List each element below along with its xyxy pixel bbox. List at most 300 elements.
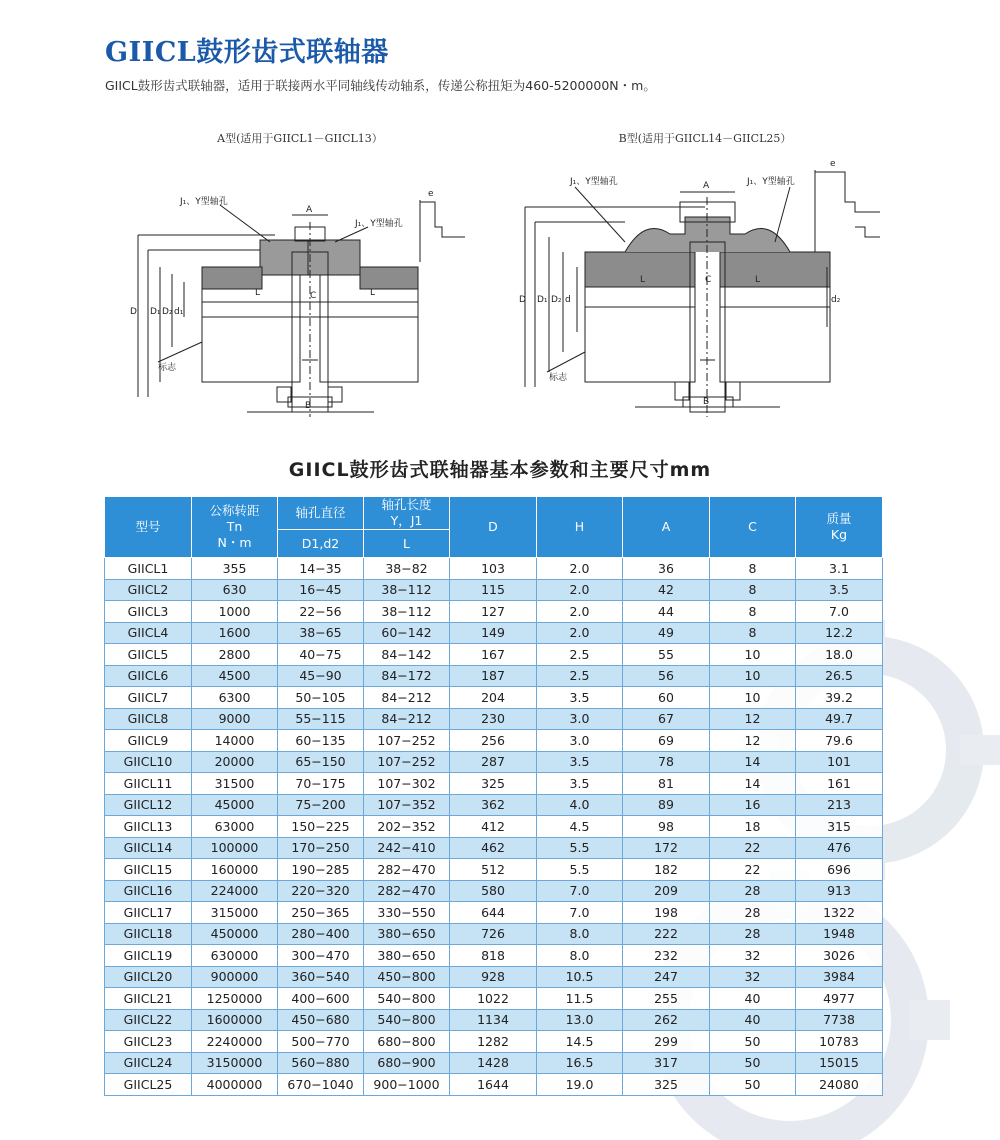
cell-C: 10: [710, 665, 796, 687]
cell-H: 19.0: [537, 1074, 623, 1096]
table-row: [105, 859, 883, 881]
header-torque-line3: N・m: [217, 535, 252, 550]
cell-mass: 913: [796, 880, 883, 902]
cell-C: 50: [710, 1031, 796, 1053]
cell-torque: 2240000: [192, 1031, 278, 1053]
cell-torque: 6300: [192, 687, 278, 709]
cell-torque: 20000: [192, 751, 278, 773]
cell-length: 330−550: [364, 902, 450, 924]
cell-D: 325: [450, 773, 537, 795]
cell-A: 255: [623, 988, 710, 1010]
cell-H: 3.0: [537, 708, 623, 730]
diagram-a-shaft-hole-label-left: J₁、Y型轴孔: [180, 197, 228, 207]
cell-bore: 560−880: [278, 1052, 364, 1074]
cell-model: GIICL14: [105, 837, 192, 859]
cell-mass: 24080: [796, 1074, 883, 1096]
cell-model: GIICL5: [105, 644, 192, 666]
table-row: [105, 665, 883, 687]
cell-length: 107−252: [364, 751, 450, 773]
cell-model: GIICL22: [105, 1009, 192, 1031]
diagram-b-mark-label: 标志: [549, 373, 568, 383]
cell-mass: 1948: [796, 923, 883, 945]
cell-D: 644: [450, 902, 537, 924]
header-torque-line1: 公称转距: [209, 503, 260, 518]
cell-mass: 10783: [796, 1031, 883, 1053]
cell-D: 103: [450, 558, 537, 580]
cell-A: 247: [623, 966, 710, 988]
diagram-a-mark-label: 标志: [158, 363, 177, 373]
table-row: [105, 1009, 883, 1031]
cell-A: 49: [623, 622, 710, 644]
diagram-a-dim-B: B: [305, 401, 312, 411]
table-row: [105, 579, 883, 601]
cell-length: 107−352: [364, 794, 450, 816]
cell-bore: 50−105: [278, 687, 364, 709]
cell-C: 22: [710, 837, 796, 859]
header-C: C: [710, 497, 796, 558]
table-row: [105, 558, 883, 580]
cell-C: 18: [710, 816, 796, 838]
table-row: [105, 773, 883, 795]
table-row: [105, 708, 883, 730]
cell-C: 16: [710, 794, 796, 816]
cell-mass: 12.2: [796, 622, 883, 644]
cell-bore: 500−770: [278, 1031, 364, 1053]
cell-torque: 630: [192, 579, 278, 601]
cell-torque: 100000: [192, 837, 278, 859]
table-row: [105, 622, 883, 644]
cell-torque: 1600000: [192, 1009, 278, 1031]
table-row: [105, 1052, 883, 1074]
cell-torque: 224000: [192, 880, 278, 902]
cell-C: 10: [710, 687, 796, 709]
cell-C: 40: [710, 1009, 796, 1031]
table-row: [105, 966, 883, 988]
page-subtitle: GIICL鼓形齿式联轴器，适用于联接两水平同轴线传动轴系，传递公称扭矩为460-5200000N・m。: [105, 78, 656, 93]
diagram-a-caption: A型(适用于GIICL1－GIICL13）: [217, 132, 383, 145]
cell-bore: 65−150: [278, 751, 364, 773]
cell-D: 412: [450, 816, 537, 838]
diagram-b-dim-A: A: [703, 181, 710, 191]
cell-D: 256: [450, 730, 537, 752]
cell-bore: 75−200: [278, 794, 364, 816]
cell-length: 84−172: [364, 665, 450, 687]
cell-mass: 696: [796, 859, 883, 881]
cell-bore: 150−225: [278, 816, 364, 838]
diagram-a-dim-D1: D₁: [150, 307, 161, 317]
cell-length: 84−142: [364, 644, 450, 666]
diagram-b-dim-d: d: [565, 295, 571, 305]
cell-D: 1644: [450, 1074, 537, 1096]
cell-C: 14: [710, 751, 796, 773]
cell-D: 167: [450, 644, 537, 666]
cell-mass: 315: [796, 816, 883, 838]
diagram-b-caption: B型(适用于GIICL14－GIICL25）: [618, 132, 792, 145]
cell-C: 12: [710, 708, 796, 730]
cell-H: 5.5: [537, 837, 623, 859]
cell-D: 187: [450, 665, 537, 687]
diagram-b-dim-L-right: L: [755, 275, 761, 285]
cell-bore: 14−35: [278, 558, 364, 580]
cell-bore: 38−65: [278, 622, 364, 644]
cell-A: 262: [623, 1009, 710, 1031]
diagram-b-dim-D2: D₂: [551, 295, 562, 305]
cell-D: 462: [450, 837, 537, 859]
cell-torque: 315000: [192, 902, 278, 924]
cell-model: GIICL15: [105, 859, 192, 881]
cell-torque: 450000: [192, 923, 278, 945]
cell-D: 362: [450, 794, 537, 816]
diagram-b-shaft-hole-label-right: J₁、Y型轴孔: [747, 177, 795, 187]
header-mass-line2: Kg: [830, 527, 848, 542]
cell-C: 50: [710, 1052, 796, 1074]
cell-torque: 2800: [192, 644, 278, 666]
cell-C: 32: [710, 966, 796, 988]
cell-model: GIICL9: [105, 730, 192, 752]
cell-torque: 900000: [192, 966, 278, 988]
cell-mass: 213: [796, 794, 883, 816]
cell-mass: 476: [796, 837, 883, 859]
cell-mass: 161: [796, 773, 883, 795]
cell-H: 3.0: [537, 730, 623, 752]
cell-A: 89: [623, 794, 710, 816]
cell-H: 4.5: [537, 816, 623, 838]
cell-length: 107−252: [364, 730, 450, 752]
cell-C: 28: [710, 923, 796, 945]
table-body: [105, 558, 883, 1096]
cell-C: 8: [710, 558, 796, 580]
cell-A: 325: [623, 1074, 710, 1096]
cell-C: 8: [710, 579, 796, 601]
cell-length: 38−112: [364, 579, 450, 601]
table-row: [105, 945, 883, 967]
cell-model: GIICL8: [105, 708, 192, 730]
cell-model: GIICL6: [105, 665, 192, 687]
cell-length: 900−1000: [364, 1074, 450, 1096]
table-title: GIICL鼓形齿式联轴器基本参数和主要尺寸mm: [288, 459, 712, 481]
cell-torque: 3150000: [192, 1052, 278, 1074]
cell-A: 172: [623, 837, 710, 859]
header-bore-sub: D1,d2: [278, 530, 364, 558]
cell-torque: 45000: [192, 794, 278, 816]
cell-length: 107−302: [364, 773, 450, 795]
diagram-a-dim-L-right: L: [370, 288, 376, 298]
cell-bore: 190−285: [278, 859, 364, 881]
header-length: [364, 497, 450, 530]
cell-A: 36: [623, 558, 710, 580]
cell-mass: 3.5: [796, 579, 883, 601]
cell-H: 7.0: [537, 880, 623, 902]
cell-length: 680−800: [364, 1031, 450, 1053]
table-row: [105, 644, 883, 666]
cell-length: 60−142: [364, 622, 450, 644]
cell-bore: 300−470: [278, 945, 364, 967]
cell-bore: 55−115: [278, 708, 364, 730]
cell-model: GIICL16: [105, 880, 192, 902]
cell-A: 44: [623, 601, 710, 623]
table-row: [105, 988, 883, 1010]
diagram-b-dim-D: D: [519, 295, 526, 305]
cell-D: 287: [450, 751, 537, 773]
cell-mass: 3984: [796, 966, 883, 988]
cell-model: GIICL21: [105, 988, 192, 1010]
cell-torque: 31500: [192, 773, 278, 795]
cell-mass: 7738: [796, 1009, 883, 1031]
cell-H: 3.5: [537, 773, 623, 795]
cell-H: 8.0: [537, 923, 623, 945]
cell-length: 38−112: [364, 601, 450, 623]
diagram-a-dim-e: e: [428, 189, 434, 199]
cell-A: 317: [623, 1052, 710, 1074]
cell-C: 28: [710, 880, 796, 902]
table-row: [105, 601, 883, 623]
cell-A: 42: [623, 579, 710, 601]
parameters-table: [104, 496, 883, 1096]
table-row: [105, 1031, 883, 1053]
cell-model: GIICL13: [105, 816, 192, 838]
header-length-line1: 轴孔长度: [381, 497, 432, 512]
diagram-a-shaft-hole-label-right: J₁、Y型轴孔: [355, 219, 403, 229]
cell-D: 726: [450, 923, 537, 945]
header-mass-line1: 质量: [826, 511, 852, 526]
diagram-a-dim-D2: D₂: [162, 307, 173, 317]
cell-H: 2.5: [537, 665, 623, 687]
cell-H: 11.5: [537, 988, 623, 1010]
cell-torque: 630000: [192, 945, 278, 967]
header-H: H: [537, 497, 623, 558]
cell-model: GIICL3: [105, 601, 192, 623]
cell-A: 222: [623, 923, 710, 945]
cell-bore: 250−365: [278, 902, 364, 924]
diagram-a-dim-C: C: [310, 291, 317, 301]
header-torque-line2: Tn: [226, 519, 243, 534]
cell-C: 32: [710, 945, 796, 967]
cell-mass: 7.0: [796, 601, 883, 623]
cell-bore: 280−400: [278, 923, 364, 945]
cell-A: 69: [623, 730, 710, 752]
cell-A: 78: [623, 751, 710, 773]
cell-mass: 26.5: [796, 665, 883, 687]
cell-C: 8: [710, 622, 796, 644]
cell-D: 512: [450, 859, 537, 881]
table-row: [105, 923, 883, 945]
cell-bore: 45−90: [278, 665, 364, 687]
cell-bore: 16−45: [278, 579, 364, 601]
diagram-a-dim-d1: d₁: [174, 307, 184, 317]
cell-A: 182: [623, 859, 710, 881]
cell-H: 2.0: [537, 579, 623, 601]
table-row: [105, 687, 883, 709]
cell-H: 3.5: [537, 751, 623, 773]
header-bore: 轴孔直径: [278, 497, 364, 530]
cell-length: 450−800: [364, 966, 450, 988]
cell-D: 1428: [450, 1052, 537, 1074]
cell-A: 81: [623, 773, 710, 795]
header-torque: [192, 497, 278, 558]
cell-A: 98: [623, 816, 710, 838]
cell-mass: 1322: [796, 902, 883, 924]
cell-length: 540−800: [364, 988, 450, 1010]
diagram-b-dim-C: C: [705, 275, 712, 285]
cell-length: 282−470: [364, 859, 450, 881]
cell-torque: 160000: [192, 859, 278, 881]
table-row: [105, 794, 883, 816]
table-row: [105, 751, 883, 773]
cell-model: GIICL25: [105, 1074, 192, 1096]
cell-A: 56: [623, 665, 710, 687]
cell-torque: 4000000: [192, 1074, 278, 1096]
diagram-a-dim-D: D: [130, 307, 137, 317]
cell-H: 13.0: [537, 1009, 623, 1031]
cell-H: 4.0: [537, 794, 623, 816]
cell-length: 380−650: [364, 923, 450, 945]
cell-mass: 101: [796, 751, 883, 773]
cell-bore: 450−680: [278, 1009, 364, 1031]
cell-H: 16.5: [537, 1052, 623, 1074]
cell-length: 380−650: [364, 945, 450, 967]
cell-C: 12: [710, 730, 796, 752]
cell-C: 14: [710, 773, 796, 795]
cell-C: 10: [710, 644, 796, 666]
cell-A: 55: [623, 644, 710, 666]
cell-mass: 49.7: [796, 708, 883, 730]
cell-bore: 220−320: [278, 880, 364, 902]
cell-D: 204: [450, 687, 537, 709]
cell-torque: 14000: [192, 730, 278, 752]
cell-mass: 39.2: [796, 687, 883, 709]
cell-torque: 1600: [192, 622, 278, 644]
diagram-type-a: [120, 130, 480, 420]
diagram-a-dim-L-left: L: [255, 288, 261, 298]
diagram-b-dim-e: e: [830, 159, 836, 169]
table-row: [105, 1074, 883, 1096]
cell-bore: 400−600: [278, 988, 364, 1010]
table-row: [105, 730, 883, 752]
diagram-a-drawing: [120, 142, 480, 422]
header-length-line2: Y，J1: [390, 513, 423, 528]
cell-torque: 355: [192, 558, 278, 580]
cell-H: 2.0: [537, 558, 623, 580]
cell-mass: 18.0: [796, 644, 883, 666]
diagram-b-dim-L-left: L: [640, 275, 646, 285]
cell-model: GIICL20: [105, 966, 192, 988]
cell-model: GIICL11: [105, 773, 192, 795]
cell-A: 209: [623, 880, 710, 902]
cell-bore: 70−175: [278, 773, 364, 795]
cell-model: GIICL1: [105, 558, 192, 580]
cell-length: 282−470: [364, 880, 450, 902]
cell-D: 818: [450, 945, 537, 967]
cell-torque: 1000: [192, 601, 278, 623]
cell-length: 680−900: [364, 1052, 450, 1074]
cell-D: 1282: [450, 1031, 537, 1053]
cell-D: 1022: [450, 988, 537, 1010]
cell-torque: 1250000: [192, 988, 278, 1010]
cell-D: 580: [450, 880, 537, 902]
cell-length: 540−800: [364, 1009, 450, 1031]
cell-H: 5.5: [537, 859, 623, 881]
diagram-b-dim-B: B: [703, 397, 710, 407]
cell-model: GIICL19: [105, 945, 192, 967]
header-A: A: [623, 497, 710, 558]
cell-model: GIICL10: [105, 751, 192, 773]
cell-H: 10.5: [537, 966, 623, 988]
page-title: GIICL鼓形齿式联轴器: [105, 37, 389, 68]
cell-C: 28: [710, 902, 796, 924]
header-length-sub: L: [364, 530, 450, 558]
cell-H: 2.0: [537, 601, 623, 623]
cell-bore: 60−135: [278, 730, 364, 752]
cell-A: 232: [623, 945, 710, 967]
cell-bore: 170−250: [278, 837, 364, 859]
cell-mass: 3026: [796, 945, 883, 967]
cell-A: 67: [623, 708, 710, 730]
cell-model: GIICL18: [105, 923, 192, 945]
header-D: D: [450, 497, 537, 558]
cell-mass: 15015: [796, 1052, 883, 1074]
cell-model: GIICL23: [105, 1031, 192, 1053]
cell-A: 299: [623, 1031, 710, 1053]
cell-bore: 360−540: [278, 966, 364, 988]
cell-bore: 670−1040: [278, 1074, 364, 1096]
cell-length: 202−352: [364, 816, 450, 838]
cell-length: 84−212: [364, 708, 450, 730]
cell-D: 1134: [450, 1009, 537, 1031]
cell-mass: 4977: [796, 988, 883, 1010]
cell-torque: 9000: [192, 708, 278, 730]
diagram-b-shaft-hole-label-left: J₁、Y型轴孔: [570, 177, 618, 187]
diagram-b-dim-D1: D₁: [537, 295, 548, 305]
cell-A: 198: [623, 902, 710, 924]
cell-model: GIICL24: [105, 1052, 192, 1074]
cell-D: 149: [450, 622, 537, 644]
table-row: [105, 837, 883, 859]
cell-model: GIICL7: [105, 687, 192, 709]
cell-D: 230: [450, 708, 537, 730]
cell-C: 22: [710, 859, 796, 881]
cell-bore: 40−75: [278, 644, 364, 666]
cell-length: 84−212: [364, 687, 450, 709]
cell-H: 2.5: [537, 644, 623, 666]
cell-length: 242−410: [364, 837, 450, 859]
cell-model: GIICL12: [105, 794, 192, 816]
cell-C: 40: [710, 988, 796, 1010]
cell-model: GIICL2: [105, 579, 192, 601]
cell-D: 127: [450, 601, 537, 623]
cell-torque: 63000: [192, 816, 278, 838]
cell-C: 50: [710, 1074, 796, 1096]
cell-C: 8: [710, 601, 796, 623]
cell-mass: 3.1: [796, 558, 883, 580]
cell-H: 3.5: [537, 687, 623, 709]
cell-A: 60: [623, 687, 710, 709]
diagram-b-dim-d2: d₂: [831, 295, 841, 305]
diagram-type-b: [515, 130, 895, 420]
cell-D: 115: [450, 579, 537, 601]
header-model: 型号: [105, 497, 192, 558]
cell-H: 14.5: [537, 1031, 623, 1053]
cell-length: 38−82: [364, 558, 450, 580]
cell-H: 8.0: [537, 945, 623, 967]
cell-H: 2.0: [537, 622, 623, 644]
cell-bore: 22−56: [278, 601, 364, 623]
cell-model: GIICL4: [105, 622, 192, 644]
cell-H: 7.0: [537, 902, 623, 924]
header-mass: [796, 497, 883, 558]
cell-D: 928: [450, 966, 537, 988]
cell-model: GIICL17: [105, 902, 192, 924]
cell-torque: 4500: [192, 665, 278, 687]
